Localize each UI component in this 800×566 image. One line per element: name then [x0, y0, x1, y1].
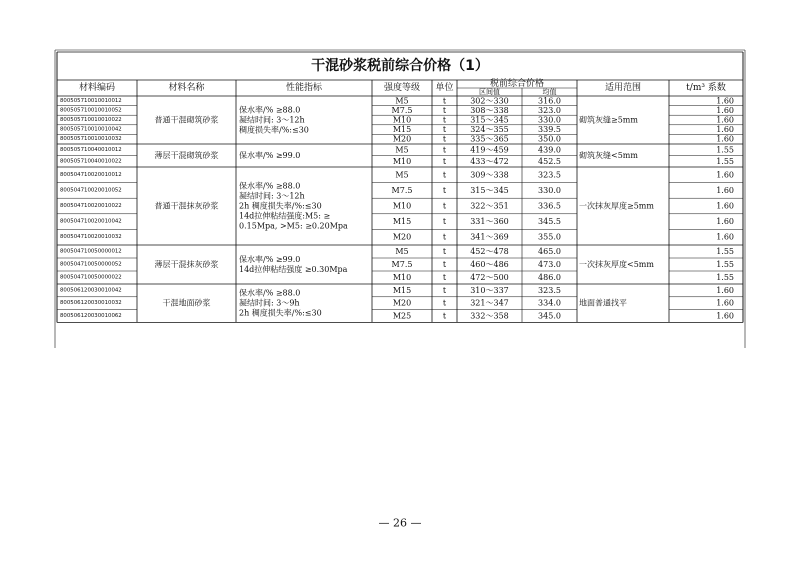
density-coefficient: 1.60 — [716, 311, 734, 321]
price-average: 345.0 — [538, 311, 561, 321]
price-average: 439.0 — [538, 145, 561, 155]
header-code: 材料编码 — [78, 83, 116, 93]
price-average: 336.5 — [538, 201, 561, 211]
price-range: 321～347 — [470, 298, 509, 308]
material-name: 普通干混砌筑砂浆 — [154, 115, 219, 125]
strength-grade: M15 — [392, 217, 412, 227]
unit: t — [442, 125, 447, 135]
price-range: 419～459 — [470, 145, 509, 155]
unit: t — [442, 185, 447, 195]
performance-indicator: 2h 稠度损失率/%:≤30 — [239, 308, 322, 318]
unit: t — [442, 115, 447, 125]
application-scope: 一次抹灰厚度<5mm — [579, 260, 654, 269]
density-coefficient: 1.60 — [716, 105, 734, 115]
price-range: 331～360 — [470, 217, 509, 227]
density-coefficient: 1.55 — [716, 156, 734, 166]
performance-indicator: 保水率/% ≥99.0 — [239, 255, 301, 264]
strength-grade: M10 — [392, 115, 412, 125]
price-average: 486.0 — [538, 273, 561, 282]
strength-grade: M10 — [392, 156, 412, 166]
strength-grade: M5 — [395, 145, 409, 155]
strength-grade: M10 — [392, 273, 412, 282]
application-scope: 地面普通找平 — [579, 298, 627, 308]
strength-grade: M15 — [392, 125, 412, 135]
header-grade: 强度等级 — [383, 83, 421, 93]
strength-grade: M7.5 — [391, 185, 413, 195]
material-code: 800505710010010012 — [60, 97, 122, 104]
material-name: 薄层干混抹灰砂浆 — [154, 260, 219, 269]
unit: t — [442, 201, 447, 211]
price-range: 315～345 — [470, 185, 509, 195]
price-range: 322～351 — [470, 201, 509, 211]
unit: t — [442, 260, 447, 269]
application-scope: 砌筑灰缝≥5mm — [579, 115, 638, 125]
strength-grade: M5 — [395, 247, 409, 256]
material-code: 800505710040010012 — [60, 146, 122, 153]
performance-indicator: 保水率/% ≥88.0 — [239, 181, 301, 191]
material-code: 800505710010010022 — [60, 117, 122, 123]
header-name: 材料名称 — [168, 83, 205, 93]
price-average: 473.0 — [538, 260, 561, 269]
material-code: 800505710010010032 — [60, 136, 122, 143]
performance-indicator: 14d拉伸粘结强度:M5: ≥ — [239, 211, 331, 221]
material-code: 800505710040010022 — [60, 158, 122, 165]
price-average: 350.0 — [538, 134, 561, 144]
material-name: 普通干混抹灰砂浆 — [154, 201, 219, 211]
performance-indicator: 稠度损失率/%:≤30 — [239, 125, 309, 135]
price-average: 345.5 — [538, 217, 561, 227]
performance-indicator: 14d拉伸粘结强度 ≥0.30Mpa — [239, 265, 348, 274]
material-name: 薄层干混砌筑砂浆 — [154, 151, 219, 160]
material-code: 800504710050000012 — [60, 248, 122, 255]
application-scope: 砌筑灰缝<5mm — [579, 151, 638, 160]
price-average: 316.0 — [538, 96, 561, 106]
material-code: 800506120030010062 — [60, 313, 122, 319]
unit: t — [442, 145, 447, 155]
price-range: 332～358 — [470, 311, 509, 321]
unit: t — [442, 105, 447, 115]
density-coefficient: 1.60 — [716, 232, 734, 242]
density-coefficient: 1.60 — [716, 125, 734, 135]
price-range: 315～345 — [470, 115, 509, 125]
performance-indicator: 凝结时间: 3～12h — [239, 115, 305, 125]
price-range: 309～338 — [470, 170, 509, 180]
density-coefficient: 1.55 — [716, 273, 734, 282]
price-average: 339.5 — [538, 125, 561, 135]
material-code: 800506120030010042 — [60, 287, 122, 294]
price-range: 302～330 — [470, 96, 509, 106]
density-coefficient: 1.60 — [716, 185, 734, 195]
price-average: 323.0 — [538, 105, 561, 115]
price-average: 355.0 — [538, 232, 561, 242]
page-number: — 26 — — [378, 516, 422, 530]
material-code: 800504710050000022 — [60, 274, 122, 281]
unit: t — [442, 311, 447, 321]
unit: t — [442, 156, 447, 166]
price-range: 308～338 — [470, 105, 509, 115]
strength-grade: M20 — [392, 298, 412, 308]
material-code: 800504710050000052 — [60, 261, 122, 268]
header-range: 区间值 — [479, 88, 500, 96]
price-range: 324～355 — [470, 125, 509, 135]
strength-grade: M25 — [392, 311, 412, 321]
material-code: 800504710020010052 — [60, 187, 122, 194]
material-code: 800504710020010012 — [60, 171, 122, 178]
performance-indicator: 凝结时间: 3～12h — [239, 191, 305, 201]
strength-grade: M20 — [392, 232, 412, 242]
unit: t — [442, 232, 447, 242]
material-code: 800505710010010042 — [60, 126, 122, 133]
material-code: 800504710020010022 — [60, 203, 122, 209]
performance-indicator: 2h 稠度损失率/%:≤30 — [239, 201, 322, 211]
price-range: 341～369 — [470, 232, 509, 242]
price-average: 465.0 — [538, 247, 561, 256]
unit: t — [442, 285, 447, 295]
material-code: 800506120030010032 — [60, 300, 122, 307]
strength-grade: M15 — [392, 285, 412, 295]
strength-grade: M20 — [392, 134, 412, 144]
header-price: 税前综合价格 — [489, 79, 545, 89]
unit: t — [442, 298, 447, 308]
density-coefficient: 1.60 — [716, 170, 734, 180]
density-coefficient: 1.60 — [716, 201, 734, 211]
table-title: 干混砂浆税前综合价格（1） — [311, 58, 489, 74]
performance-indicator: 保水率/% ≥99.0 — [239, 151, 301, 160]
density-coefficient: 1.55 — [716, 260, 734, 269]
price-range: 452～478 — [470, 247, 509, 256]
density-coefficient: 1.60 — [716, 96, 734, 106]
material-code: 800504710020010032 — [60, 234, 122, 241]
unit: t — [442, 247, 447, 256]
unit: t — [442, 134, 447, 144]
unit: t — [442, 217, 447, 227]
price-range: 460～486 — [470, 260, 509, 269]
price-average: 323.5 — [538, 170, 561, 180]
price-range: 310～337 — [470, 285, 509, 295]
header-density: t/m³ 系数 — [686, 83, 726, 93]
header-average: 均值 — [542, 88, 557, 96]
unit: t — [442, 170, 447, 180]
price-average: 334.0 — [538, 298, 561, 308]
price-average: 330.0 — [538, 185, 561, 195]
density-coefficient: 1.60 — [716, 217, 734, 227]
header-scope: 适用范围 — [604, 83, 642, 93]
unit: t — [442, 96, 447, 106]
unit: t — [442, 273, 447, 282]
application-scope: 一次抹灰厚度≥5mm — [579, 201, 654, 211]
strength-grade: M5 — [395, 170, 409, 180]
performance-indicator: 保水率/% ≥88.0 — [239, 288, 301, 298]
price-range: 472～500 — [470, 273, 509, 282]
density-coefficient: 1.55 — [716, 145, 734, 155]
material-code: 800504710020010042 — [60, 218, 122, 225]
density-coefficient: 1.60 — [716, 285, 734, 295]
material-name: 干混地面砂浆 — [162, 298, 211, 308]
density-coefficient: 1.60 — [716, 298, 734, 308]
strength-grade: M7.5 — [391, 260, 413, 269]
price-average: 452.5 — [538, 156, 561, 166]
performance-indicator: 0.15Mpa, >M5: ≥0.20Mpa — [239, 221, 348, 231]
strength-grade: M7.5 — [391, 105, 413, 115]
price-range: 433～472 — [470, 156, 509, 166]
performance-indicator: 凝结时间: 3～9h — [239, 298, 300, 308]
strength-grade: M5 — [395, 96, 409, 106]
material-code: 800505710010010052 — [60, 107, 122, 114]
price-range: 335～365 — [470, 134, 509, 144]
header-unit: 单位 — [435, 83, 454, 93]
header-performance: 性能指标 — [285, 83, 323, 93]
strength-grade: M10 — [392, 201, 412, 211]
price-average: 323.5 — [538, 285, 561, 295]
density-coefficient: 1.55 — [716, 247, 734, 256]
price-average: 330.0 — [538, 115, 561, 125]
density-coefficient: 1.60 — [716, 134, 734, 144]
performance-indicator: 保水率/% ≥88.0 — [239, 105, 301, 115]
density-coefficient: 1.60 — [716, 115, 734, 125]
